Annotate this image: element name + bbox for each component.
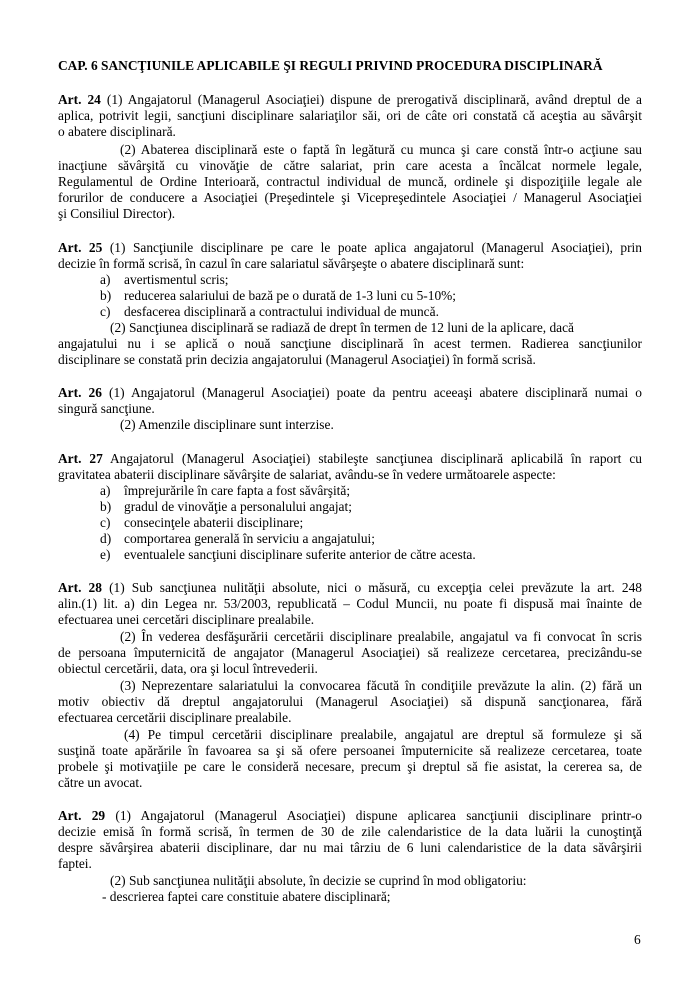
- paragraph-line: despre săvârşirea abaterii disciplinare, dar nu mai târziu de 6 luni calendaristice de la data săvârşirii: [58, 840, 642, 855]
- list-item-label: a): [100, 272, 111, 287]
- paragraph-line: efectuarea cercetării disciplinare prealabile.: [58, 710, 292, 725]
- article-heading-line: [58, 240, 642, 256]
- paragraph-line: - descrierea faptei care constituie abatere disciplinară;: [102, 889, 391, 904]
- article-text: (1) Angajatorul (Managerul Asociaţiei) dispune de prerogativă disciplinară, având dreptul de a: [100, 92, 642, 107]
- paragraph-line: (2) În vederea desfăşurării cercetării disciplinare prealabile, angajatul va fi convocat în scris: [120, 629, 642, 644]
- page-number: 6: [634, 932, 641, 947]
- list-item: [100, 304, 439, 320]
- article-heading-line: [58, 385, 642, 401]
- list-item-text: gradul de vinovăţie a personalului angajat;: [124, 499, 352, 514]
- paragraph-line: Regulamentul de Ordine Interioară, contractul individual de muncă, ordinele şi dispoziţiile legale ale: [58, 174, 642, 189]
- list-item-label: c): [100, 304, 111, 319]
- list-item-text: reducerea salariului de bază pe o durată de 1-3 luni cu 5-10%;: [124, 288, 457, 303]
- article-heading-line: [58, 92, 642, 108]
- list-item: [100, 499, 352, 515]
- paragraph-line: efectuarea unei cercetări disciplinare prealabile.: [58, 612, 315, 627]
- paragraph-line: (3) Neprezentare salariatului la convocarea făcută în condiţiile prevăzute la alin. (2) fără un: [120, 678, 642, 693]
- paragraph-line: (4) Pe timpul cercetării disciplinare prealabile, angajatul are dreptul să formuleze şi să: [124, 727, 642, 742]
- list-item: [100, 288, 456, 304]
- paragraph-line: inacţiune săvârşită cu vinovăţie de către salariat, prin care acesta a încălcat normele legale,: [58, 158, 642, 173]
- list-item-text: împrejurările în care fapta a fost săvârşită;: [124, 483, 351, 498]
- article-text: (1) Sub sancţiunea nulităţii absolute, nici o măsură, cu excepţia celei prevăzute la art. 248: [101, 580, 642, 595]
- paragraph-line: decizie în formă scrisă, în cazul în care salariatul săvârşeşte o abatere disciplinară sunt:: [58, 256, 525, 271]
- paragraph-line: alin.(1) lit. a) din Legea nr. 53/2003, republicată – Codul Muncii, nu poate fi dispusă mai înainte de: [58, 596, 642, 611]
- paragraph-line: (2) Sancţiunea disciplinară se radiază de drept în termen de 12 luni de la aplicare, dacă: [110, 320, 574, 335]
- list-item: [100, 547, 476, 563]
- list-item-label: a): [100, 483, 111, 498]
- article-number: Art. 25: [58, 240, 103, 255]
- list-item: [100, 515, 303, 531]
- list-item-label: b): [100, 499, 112, 514]
- article-number: Art. 27: [58, 451, 103, 466]
- paragraph-line: obiectul cercetării, data, ora şi locul întrevederii.: [58, 661, 318, 676]
- paragraph-line: şi Consiliul Director).: [58, 206, 176, 221]
- paragraph-line: (2) Sub sancţiunea nulităţii absolute, în decizie se cuprind în mod obligatoriu:: [110, 873, 527, 888]
- list-item-text: comportarea generală în serviciu a angajatului;: [124, 531, 375, 546]
- article-text: (1) Angajatorul (Managerul Asociaţiei) dispune aplicarea sancţiunii disciplinare printr-o: [105, 808, 642, 823]
- chapter-title: CAP. 6 SANCŢIUNILE APLICABILE ŞI REGULI PRIVIND PROCEDURA DISCIPLINARĂ: [58, 58, 603, 73]
- article-number: Art. 29: [58, 808, 106, 823]
- article-number: Art. 24: [58, 92, 101, 107]
- paragraph-line: decizie emisă în formă scrisă, în termen de 30 de zile calendaristice de la data luării la cunoştinţă: [58, 824, 642, 839]
- article-heading-line: [58, 451, 642, 467]
- article-heading-line: [58, 580, 642, 596]
- list-item-text: avertismentul scris;: [124, 272, 229, 287]
- paragraph-line: o abatere disciplinară.: [58, 124, 176, 139]
- list-item-text: eventualele sancţiuni disciplinare suferite anterior de către acesta.: [124, 547, 476, 562]
- list-item: [100, 272, 229, 288]
- paragraph-line: (2) Amenzile disciplinare sunt interzise.: [120, 417, 334, 432]
- paragraph-line: motiv obiectiv dă dreptul angajatorului (Managerul Asociaţiei) să dispună sancţionarea, fără: [58, 694, 642, 709]
- article-number: Art. 28: [58, 580, 102, 595]
- article-heading-line: [58, 808, 642, 824]
- list-item-label: d): [100, 531, 112, 546]
- paragraph-line: aplica, potrivit legii, sancţiuni disciplinare salariaţilor săi, ori de câte ori constată că aceştia au săvârşit: [58, 108, 642, 123]
- paragraph-line: angajatului nu i se aplică o nouă sancţiune disciplinară în acest termen. Radierea sancţiunilor: [58, 336, 642, 351]
- list-item-label: e): [100, 547, 111, 562]
- list-item: [100, 483, 350, 499]
- paragraph-line: forurilor de conducere a Asociaţiei (Preşedintele şi Vicepreşedintele Asociaţiei / Managerul Asociaţiei: [58, 190, 642, 205]
- paragraph-line: disciplinare se constată prin decizia angajatorului (Managerul Asociaţiei) în formă scrisă.: [58, 352, 536, 367]
- paragraph-line: (2) Abaterea disciplinară este o faptă în legătură cu munca şi care constă într-o acţiune sau: [120, 142, 642, 157]
- list-item-text: desfacerea disciplinară a contractului individual de muncă.: [124, 304, 439, 319]
- article-number: Art. 26: [58, 385, 102, 400]
- paragraph-line: faptei.: [58, 856, 92, 871]
- paragraph-line: către un avocat.: [58, 775, 143, 790]
- paragraph-line: singură sancţiune.: [58, 401, 155, 416]
- article-text: (1) Sancţiunile disciplinare pe care le poate aplica angajatorul (Managerul Asociaţiei), prin: [102, 240, 642, 255]
- list-item-label: b): [100, 288, 112, 303]
- list-item-text: consecinţele abaterii disciplinare;: [124, 515, 304, 530]
- list-item: [100, 531, 375, 547]
- paragraph-line: probele şi motivaţiile pe care le consideră necesare, precum şi dreptul să fie asistat, la cererea sa, de: [58, 759, 642, 774]
- article-text: Angajatorul (Managerul Asociaţiei) stabileşte sancţiunea disciplinară aplicabilă în raport cu: [102, 451, 642, 466]
- article-text: (1) Angajatorul (Managerul Asociaţiei) poate da pentru aceeaşi abatere disciplinară numai o: [101, 385, 642, 400]
- paragraph-line: gravitatea abaterii disciplinare săvârşite de salariat, avându-se în vedere următoarele aspecte:: [58, 467, 556, 482]
- paragraph-line: de persoana împuternicită de angajator (Managerul Asociaţiei) să realizeze cercetarea, precizându-se: [58, 645, 642, 660]
- paragraph-line: susţină toate apărările în favoarea sa şi să ofere persoanei împuternicite să realizeze cercetarea, toate: [58, 743, 642, 758]
- list-item-label: c): [100, 515, 111, 530]
